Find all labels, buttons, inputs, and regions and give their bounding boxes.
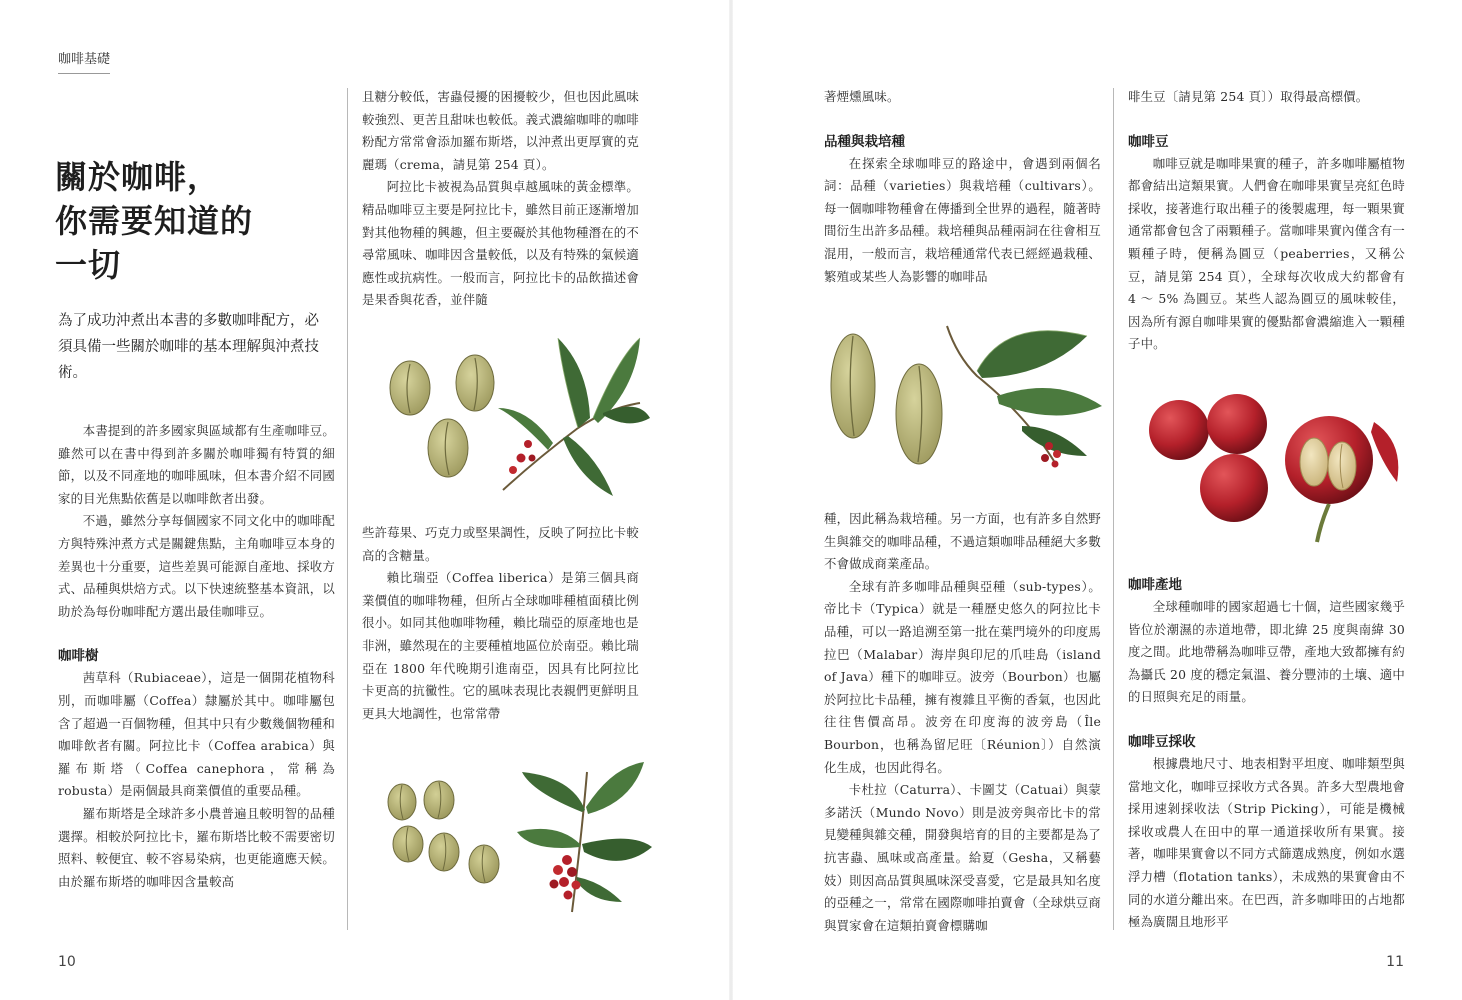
col3-paragraph-5: 卡杜拉（Caturra）、卡圖艾（Catuai）與蒙多諾沃（Mundo Novo）則是波旁與帝比卡的常見變種與雜交種，開發與培育的目的主要都是為了抗害蟲、風味或高產量。給夏（Gesha，又稱藝妓）則因高品質與風味深受喜愛，它是最具知名度的亞種之一，常常在國際咖啡拍賣會（全球烘豆商與買家會在這類拍賣會標購咖: [824, 782, 1101, 933]
column-2-top: [362, 86, 639, 311]
col4-paragraph-1: 啡生豆〔請見第 254 頁〕）取得最高標價。: [1128, 89, 1369, 104]
coffee-cherry-icon: [1149, 400, 1209, 460]
col1-paragraph-3: 茜草科（Rubiaceae），這是一個開花植物科別，而咖啡屬（Coffea）隸屬於其中。咖啡屬包含了超過一百個物種，但其中只有少數幾個物種和咖啡飲者有關。阿拉比卡（Coffea arabica）與羅布斯塔（Coffea canephora，常稱為 robusta）是兩個最具商業價值的重要品種。: [58, 670, 335, 799]
coffee-branch-icon: [498, 338, 650, 496]
cut-cherry-icon: [1371, 422, 1398, 482]
col3-paragraph-3: 種，因此稱為栽培種。另一方面，也有許多自然野生與雜交的咖啡品種，不過這類咖啡品種絕大多數不會做成商業產品。: [824, 511, 1101, 572]
green-bean-icon: [896, 364, 942, 464]
col1-paragraph-2: 不過，雖然分享每個國家不同文化中的咖啡配方與特殊沖煮方式是關鍵焦點，主角咖啡豆本身的差異也十分重要，這些差異可能源自產地、採收方式、品種與烘焙方式。以下快速統整基本資訊，以助於為每份咖啡配方選出最佳咖啡豆。: [58, 513, 335, 619]
coffee-branch-icon: [947, 326, 1102, 466]
col3-paragraph-1: 著煙燻風味。: [824, 89, 900, 104]
column-4-top: [1128, 86, 1405, 351]
coffee-branch-icon: [517, 762, 652, 912]
col4-paragraph-2: 咖啡豆就是咖啡果實的種子，許多咖啡屬植物都會結出這類果實。人們會在咖啡果實呈亮紅色時採收，接著進行取出種子的後製處理，每一顆果實通常都會包含了兩顆種子。當咖啡果實內僅含有一顆種子時，便稱為圓豆（peaberries，又稱公豆，請見第 254 頁），全球每次收成大約都會有 4 ～ 5% 為圓豆。某些人認為圓豆的風味較佳，因為所有源自咖啡果實的優點都會濃縮進入一顆種子中。: [1128, 155, 1405, 351]
right-page: [731, 0, 1462, 1000]
green-bean-icon: [456, 355, 494, 411]
heading-coffee-bean: 咖啡豆: [1128, 133, 1169, 150]
page-title: 關於咖啡， 你需要知道的 一切: [55, 158, 254, 284]
green-bean-icon: [390, 361, 430, 415]
column-3-bottom: [824, 508, 1101, 933]
col4-paragraph-4: 根據農地尺寸、地表相對平坦度、咖啡類型與當地文化，咖啡豆採收方式各異。許多大型農地會採用速剝採收法（Strip Picking），可能是機械採收或農人在田中的單一通道採收所有果實。接著，咖啡果實會以不同方式篩選成熟度，例如水選浮力槽（flotation tanks），未成熟的果實會由不同的水道分離出來。在巴西，許多咖啡田的占地都極為廣闊且地形平: [1128, 755, 1405, 930]
heading-coffee-tree: 咖啡樹: [58, 648, 99, 665]
column-1: [58, 420, 335, 935]
column-4-bottom: [1128, 574, 1405, 934]
col4-paragraph-3: 全球種咖啡的國家超過七十個，這些國家幾乎皆位於潮濕的赤道地帶，即北緯 25 度與南緯 30 度之間。此地帶稱為咖啡豆帶，產地大致都擁有約為攝氏 20 度的穩定氣溫、養分豐沛的土壤、適中的日照與充足的雨量。: [1128, 599, 1405, 705]
page-number-right: 11: [1386, 954, 1404, 970]
green-bean-icon: [831, 334, 875, 438]
col2-paragraph-3: 些許莓果、巧克力或堅果調性，反映了阿拉比卡較高的含糖量。: [362, 525, 639, 563]
coffee-cherries-illustration: [1149, 392, 1404, 547]
col2-paragraph-2: 阿拉比卡被視為品質與卓越風味的黃金標準。精品咖啡豆主要是阿拉比卡，雖然目前正逐漸增加對其他物種的興趣，但主要礙於其他物種潛在的不尋常風味、咖啡因含量較低，以及有特殊的氣候適應性或抗病性。一般而言，阿拉比卡的品飲描述會是果香與花香，並伴隨: [362, 179, 639, 308]
col2-paragraph-4: 賴比瑞亞（Coffea liberica）是第三個具商業價值的咖啡物種，但所占全球咖啡種植面積比例很小。如同其他咖啡物種，賴比瑞亞的原產地也是非洲，雖然現在的主要種植地區位於南亞。賴比瑞亞在 1800 年代晚期引進南亞，因具有比阿拉比卡更高的抗黴性。它的風味表現比表親們更鮮明且更具大地調性，也常常帶: [362, 570, 639, 721]
col3-paragraph-2: 在探索全球咖啡豆的路途中，會遇到兩個名詞：品種（varieties）與栽培種（cultivars）。每一個咖啡物種會在傳播到全世界的過程，隨著時間衍生出許多品種。栽培種與品種兩詞在往會相互混用，一般而言，栽培種通常代表已經經過栽種、繁殖或某些人為影響的咖啡品: [824, 155, 1101, 284]
coffee-cherry-icon: [1200, 454, 1268, 522]
column-divider-left: [347, 88, 348, 930]
stem-icon: [1317, 504, 1329, 542]
heading-origin: 咖啡產地: [1128, 577, 1182, 593]
green-bean-icon: [393, 826, 423, 862]
robusta-illustration: [382, 752, 657, 920]
green-bean-icon: [428, 419, 468, 477]
coffee-cherry-icon: [509, 440, 536, 474]
arabica-illustration: [378, 318, 653, 508]
col1-paragraph-1: 本書提到的許多國家與區域都有生產咖啡豆。雖然可以在書中得到許多關於咖啡獨有特質的細節，以及不同產地的咖啡風味，但本書介紹不同國家的目光焦點依舊是以咖啡飲者出發。: [58, 423, 335, 506]
intro-text: 為了成功沖煮出本書的多數咖啡配方，必須具備一些關於咖啡的基本理解與沖煮技術。: [58, 313, 319, 381]
running-head: 咖啡基礎: [58, 48, 110, 74]
column-2-middle: [362, 522, 639, 727]
column-3-top: [824, 86, 1101, 308]
heading-harvest: 咖啡豆採收: [1128, 733, 1196, 750]
col1-paragraph-4: 羅布斯塔是全球許多小農普遍且較明智的品種選擇。相較於阿拉比卡，羅布斯塔比較不需要密切照料、較便宜、較不容易染病，也更能適應天候。由於羅布斯塔的咖啡因含量較高: [58, 805, 335, 889]
column-divider-right: [1113, 88, 1114, 930]
page-number-left: 10: [58, 954, 76, 970]
green-bean-icon: [388, 784, 416, 820]
coffee-cherry-icon: [1207, 394, 1267, 454]
green-bean-icon: [469, 845, 499, 883]
col3-paragraph-4: 全球有許多咖啡品種與亞種（sub-types）。帝比卡（Typica）就是一種歷史悠久的阿拉比卡品種，可以一路追溯至第一批在葉門境外的印度馬拉巴（Malabar）海岸與印尼的爪哇島（island of Java）種下的咖啡豆。波旁（Bourbon）也屬於阿拉比卡品種，擁有複雜且平衡的香氣，也因此往往售價高昂。波旁在印度海的波旁島（Île Bourbon，也稱為留尼旺〔Réunion〕）自然演化生成，也因此得名。: [824, 578, 1101, 775]
green-bean-icon: [429, 833, 459, 871]
green-bean-icon: [424, 781, 454, 819]
col2-paragraph-1: 且糖分較低，害蟲侵擾的困擾較少，但也因此風味較強烈、更苦且甜味也較低。義式濃縮咖啡的咖啡粉配方常常會添加羅布斯塔，以沖煮出更厚實的克麗瑪（crema，請見第 254 頁）。: [362, 89, 639, 172]
heading-varieties: 品種與栽培種: [824, 133, 905, 150]
variety-illustration: [827, 316, 1107, 476]
cut-cherry-icon: [1285, 416, 1373, 504]
